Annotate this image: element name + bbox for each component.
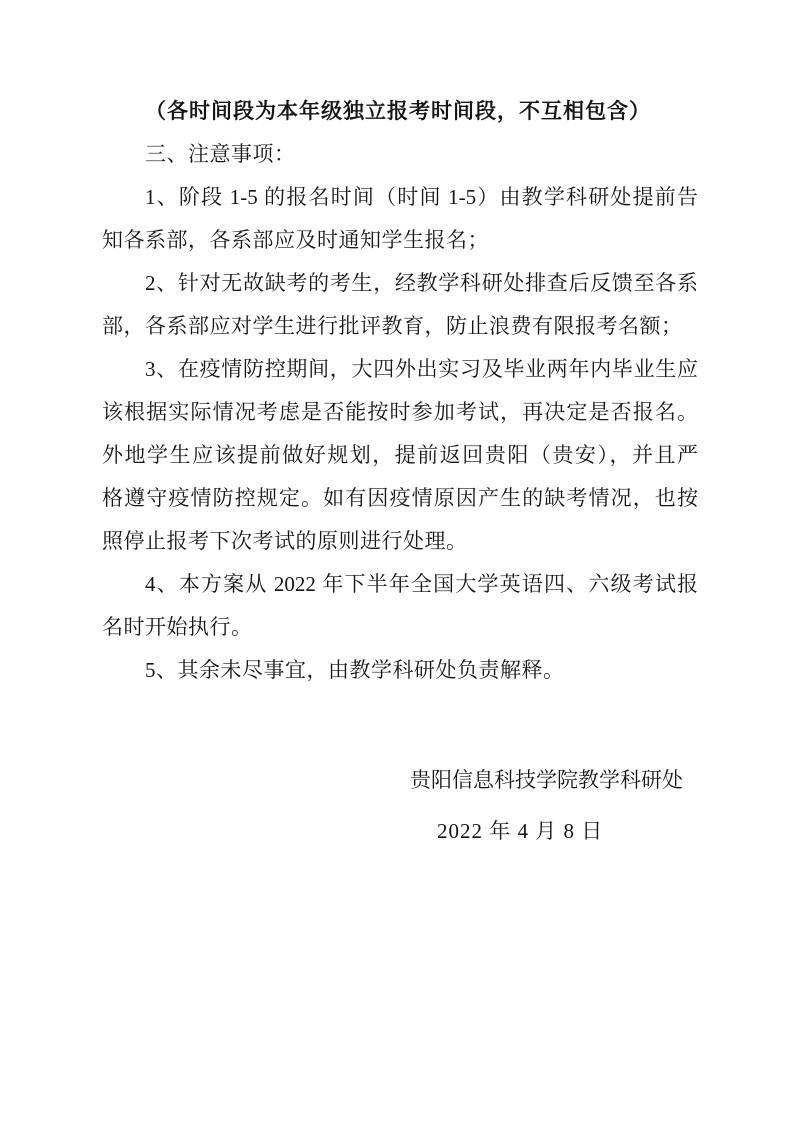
document-line: 该根据实际情况考虑是否能按时参加考试，再决定是否报名。 [102, 400, 698, 424]
document-line: 1、阶段 1-5 的报名时间（时间 1-5）由教学科研处提前告 [145, 185, 698, 209]
document-line: 三、注意事项： [145, 142, 296, 166]
document-line: 3、在疫情防控期间，大四外出实习及毕业两年内毕业生应 [145, 357, 698, 381]
document-line: 部，各系部应对学生进行批评教育，防止浪费有限报考名额； [102, 314, 683, 338]
document-line: 外地学生应该提前做好规划，提前返回贵阳（贵安），并且严 [102, 443, 698, 467]
document-line: 知各系部，各系部应及时通知学生报名； [102, 228, 489, 252]
document-line: 2、针对无故缺考的考生，经教学科研处排查后反馈至各系 [145, 271, 698, 295]
signature-organization: 贵阳信息科技学院教学科研处 [410, 768, 683, 792]
document-line: 照停止报考下次考试的原则进行处理。 [102, 529, 468, 553]
heading-line: （各时间段为本年级独立报考时间段，不互相包含） [145, 99, 651, 123]
signature-date: 2022 年 4 月 8 日 [437, 819, 604, 843]
document-line: 格遵守疫情防控规定。如有因疫情原因产生的缺考情况，也按 [102, 486, 698, 510]
document-body [102, 90, 698, 692]
document-line: 5、其余未尽事宜，由教学科研处负责解释。 [145, 658, 565, 682]
document-line: 4、本方案从 2022 年下半年全国大学英语四、六级考试报 [145, 572, 698, 596]
document-line: 名时开始执行。 [102, 615, 253, 639]
